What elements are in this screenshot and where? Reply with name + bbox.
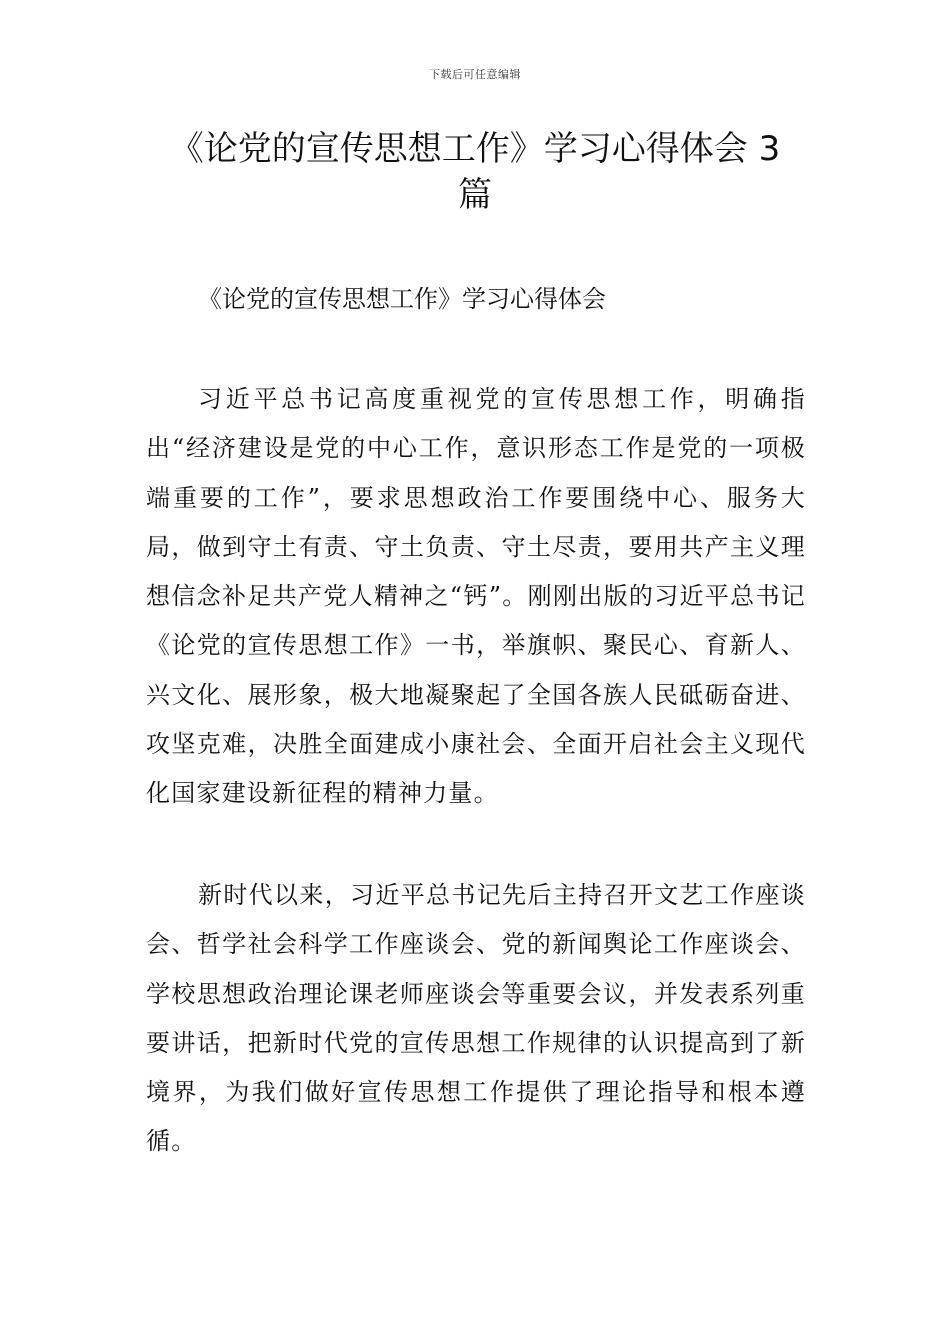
header-note: 下载后可任意编辑 [429,68,521,81]
body-paragraph-2: 新时代以来，习近平总书记先后主持召开文艺工作座谈会、哲学社会科学工作座谈会、党的新闻舆论工作座谈会、学校思想政治理论课老师座谈会等重要会议，并发表系列重要讲话，把新时代党的宣传思想工作规律的认识提高到了新境界，为我们做好宣传思想工作提供了理论指导和根本遵循。 [146,881,806,1156]
section-subtitle: 《论党的宣传思想工作》学习心得体会 [198,285,606,313]
page-title: 《论党的宣传思想工作》学习心得体会 3 篇 [169,129,781,215]
body-paragraph-1: 习近平总书记高度重视党的宣传思想工作，明确指出“经济建设是党的中心工作，意识形态工作是党的一项极端重要的工作”，要求思想政治工作要围绕中心、服务大局，做到守土有责、守土负责、守土尽责，要用共产主义理想信念补足共产党人精神之“钙”。刚刚出版的习近平总书记《论党的宣传思想工作》一书，举旗帜、聚民心、育新人、兴文化、展形象，极大地凝聚起了全国各族人民砥砺奋进、攻坚克难，决胜全面建成小康社会、全面开启社会主义现代化国家建设新征程的精神力量。 [146,385,806,808]
